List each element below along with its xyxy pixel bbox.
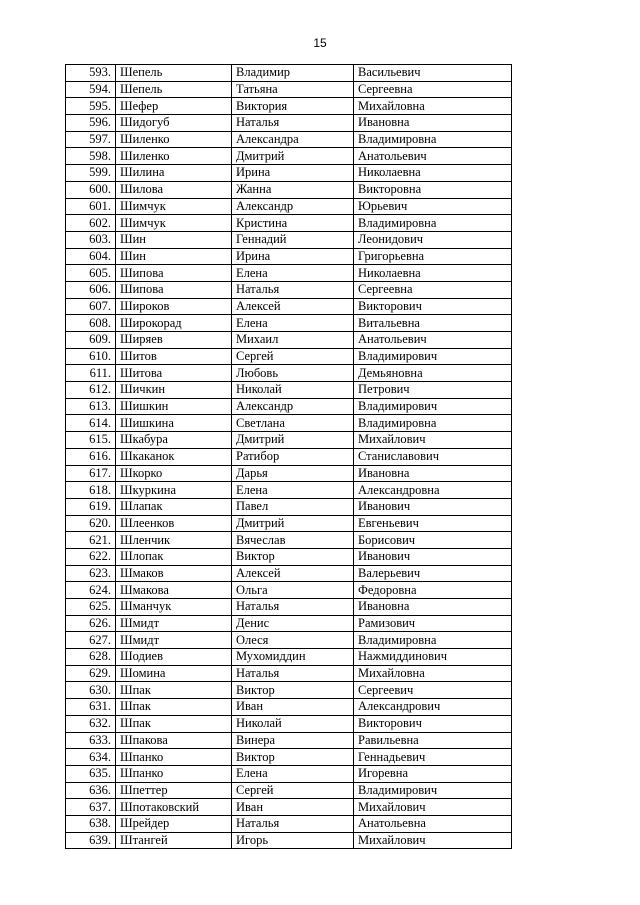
table-row <box>66 281 512 298</box>
patronymic-cell: Михайловна <box>354 665 512 682</box>
row-number-cell: 639. <box>66 832 116 849</box>
table-row <box>66 131 512 148</box>
patronymic-cell: Николаевна <box>354 165 512 182</box>
table-row <box>66 231 512 248</box>
first-name-cell: Александр <box>232 198 354 215</box>
patronymic-cell: Геннадьевич <box>354 749 512 766</box>
row-number-cell: 637. <box>66 799 116 816</box>
surname-cell: Шиленко <box>116 131 232 148</box>
row-number-cell: 603. <box>66 231 116 248</box>
surname-cell: Шкорко <box>116 465 232 482</box>
table-row <box>66 482 512 499</box>
surname-cell: Шилина <box>116 165 232 182</box>
row-number-cell: 605. <box>66 265 116 282</box>
surname-cell: Шишкина <box>116 415 232 432</box>
first-name-cell: Дмитрий <box>232 148 354 165</box>
row-number-cell: 602. <box>66 215 116 232</box>
row-number-cell: 622. <box>66 548 116 565</box>
row-number-cell: 597. <box>66 131 116 148</box>
row-number-cell: 619. <box>66 498 116 515</box>
row-number-cell: 607. <box>66 298 116 315</box>
first-name-cell: Николай <box>232 382 354 399</box>
patronymic-cell: Михайлович <box>354 432 512 449</box>
table-row <box>66 715 512 732</box>
row-number-cell: 635. <box>66 765 116 782</box>
patronymic-cell: Нажмиддинович <box>354 649 512 666</box>
table-row <box>66 398 512 415</box>
table-row <box>66 81 512 98</box>
surname-cell: Шипова <box>116 265 232 282</box>
surname-cell: Шмидт <box>116 615 232 632</box>
surname-cell: Шилова <box>116 181 232 198</box>
first-name-cell: Кристина <box>232 215 354 232</box>
table-row <box>66 265 512 282</box>
first-name-cell: Владимир <box>232 65 354 82</box>
surname-cell: Шмакова <box>116 582 232 599</box>
first-name-cell: Мухомиддин <box>232 649 354 666</box>
patronymic-cell: Владимировна <box>354 215 512 232</box>
patronymic-cell: Сергеевна <box>354 81 512 98</box>
row-number-cell: 621. <box>66 532 116 549</box>
patronymic-cell: Борисович <box>354 532 512 549</box>
patronymic-cell: Анатольевна <box>354 815 512 832</box>
patronymic-cell: Владимировна <box>354 131 512 148</box>
patronymic-cell: Петрович <box>354 382 512 399</box>
row-number-cell: 638. <box>66 815 116 832</box>
patronymic-cell: Юрьевич <box>354 198 512 215</box>
first-name-cell: Ратибор <box>232 448 354 465</box>
row-number-cell: 611. <box>66 365 116 382</box>
first-name-cell: Алексей <box>232 565 354 582</box>
table-row <box>66 215 512 232</box>
patronymic-cell: Валерьевич <box>354 565 512 582</box>
table-row <box>66 749 512 766</box>
first-name-cell: Дмитрий <box>232 432 354 449</box>
row-number-cell: 593. <box>66 65 116 82</box>
table-row <box>66 515 512 532</box>
surname-cell: Шпак <box>116 715 232 732</box>
table-row <box>66 615 512 632</box>
row-number-cell: 620. <box>66 515 116 532</box>
table-row <box>66 382 512 399</box>
row-number-cell: 623. <box>66 565 116 582</box>
surname-cell: Шимчук <box>116 198 232 215</box>
first-name-cell: Виктор <box>232 548 354 565</box>
row-number-cell: 601. <box>66 198 116 215</box>
row-number-cell: 616. <box>66 448 116 465</box>
first-name-cell: Иван <box>232 799 354 816</box>
table-row <box>66 315 512 332</box>
table-row <box>66 248 512 265</box>
patronymic-cell: Леонидович <box>354 231 512 248</box>
row-number-cell: 627. <box>66 632 116 649</box>
patronymic-cell: Иванович <box>354 548 512 565</box>
table-row <box>66 548 512 565</box>
surname-cell: Ширяев <box>116 332 232 349</box>
row-number-cell: 596. <box>66 115 116 132</box>
row-number-cell: 595. <box>66 98 116 115</box>
surname-cell: Шин <box>116 231 232 248</box>
first-name-cell: Наталья <box>232 665 354 682</box>
table-row <box>66 181 512 198</box>
first-name-cell: Павел <box>232 498 354 515</box>
table-row <box>66 115 512 132</box>
surname-cell: Шпанко <box>116 765 232 782</box>
row-number-cell: 633. <box>66 732 116 749</box>
table-row <box>66 665 512 682</box>
roster-body <box>66 65 512 849</box>
first-name-cell: Елена <box>232 265 354 282</box>
first-name-cell: Елена <box>232 315 354 332</box>
surname-cell: Шлопак <box>116 548 232 565</box>
first-name-cell: Татьяна <box>232 81 354 98</box>
patronymic-cell: Викторович <box>354 715 512 732</box>
surname-cell: Широков <box>116 298 232 315</box>
surname-cell: Шидогуб <box>116 115 232 132</box>
table-row <box>66 699 512 716</box>
row-number-cell: 630. <box>66 682 116 699</box>
table-row <box>66 632 512 649</box>
patronymic-cell: Игоревна <box>354 765 512 782</box>
patronymic-cell: Анатольевич <box>354 148 512 165</box>
surname-cell: Шкабура <box>116 432 232 449</box>
surname-cell: Шипова <box>116 281 232 298</box>
table-row <box>66 649 512 666</box>
first-name-cell: Геннадий <box>232 231 354 248</box>
patronymic-cell: Васильевич <box>354 65 512 82</box>
surname-cell: Шитов <box>116 348 232 365</box>
table-row <box>66 582 512 599</box>
patronymic-cell: Ивановна <box>354 465 512 482</box>
patronymic-cell: Викторович <box>354 298 512 315</box>
row-number-cell: 613. <box>66 398 116 415</box>
surname-cell: Шлеенков <box>116 515 232 532</box>
table-row <box>66 432 512 449</box>
patronymic-cell: Рамизович <box>354 615 512 632</box>
surname-cell: Шимчук <box>116 215 232 232</box>
patronymic-cell: Михайлович <box>354 832 512 849</box>
patronymic-cell: Николаевна <box>354 265 512 282</box>
first-name-cell: Олеся <box>232 632 354 649</box>
patronymic-cell: Ивановна <box>354 115 512 132</box>
surname-cell: Шпанко <box>116 749 232 766</box>
first-name-cell: Наталья <box>232 599 354 616</box>
table-row <box>66 65 512 82</box>
surname-cell: Шмаков <box>116 565 232 582</box>
table-row <box>66 98 512 115</box>
patronymic-cell: Ивановна <box>354 599 512 616</box>
row-number-cell: 629. <box>66 665 116 682</box>
patronymic-cell: Владимирович <box>354 782 512 799</box>
patronymic-cell: Равильевна <box>354 732 512 749</box>
patronymic-cell: Владимировна <box>354 415 512 432</box>
row-number-cell: 599. <box>66 165 116 182</box>
table-row <box>66 465 512 482</box>
surname-cell: Шичкин <box>116 382 232 399</box>
row-number-cell: 634. <box>66 749 116 766</box>
row-number-cell: 608. <box>66 315 116 332</box>
patronymic-cell: Евгеньевич <box>354 515 512 532</box>
patronymic-cell: Григорьевна <box>354 248 512 265</box>
row-number-cell: 594. <box>66 81 116 98</box>
surname-cell: Шитова <box>116 365 232 382</box>
patronymic-cell: Владимировна <box>354 632 512 649</box>
surname-cell: Шпак <box>116 682 232 699</box>
surname-cell: Шлапак <box>116 498 232 515</box>
table-row <box>66 599 512 616</box>
table-row <box>66 765 512 782</box>
table-row <box>66 532 512 549</box>
table-row <box>66 498 512 515</box>
patronymic-cell: Иванович <box>354 498 512 515</box>
surname-cell: Широкорад <box>116 315 232 332</box>
table-row <box>66 332 512 349</box>
patronymic-cell: Сергеевна <box>354 281 512 298</box>
first-name-cell: Наталья <box>232 115 354 132</box>
first-name-cell: Любовь <box>232 365 354 382</box>
first-name-cell: Виктория <box>232 98 354 115</box>
patronymic-cell: Викторовна <box>354 181 512 198</box>
table-row <box>66 148 512 165</box>
row-number-cell: 618. <box>66 482 116 499</box>
surname-cell: Шепель <box>116 65 232 82</box>
table-row <box>66 448 512 465</box>
surname-cell: Шишкин <box>116 398 232 415</box>
first-name-cell: Дарья <box>232 465 354 482</box>
row-number-cell: 624. <box>66 582 116 599</box>
table-row <box>66 298 512 315</box>
table-row <box>66 198 512 215</box>
page-number: 15 <box>313 36 327 50</box>
row-number-cell: 631. <box>66 699 116 716</box>
surname-cell: Шефер <box>116 98 232 115</box>
surname-cell: Шпеттер <box>116 782 232 799</box>
first-name-cell: Наталья <box>232 815 354 832</box>
first-name-cell: Елена <box>232 482 354 499</box>
surname-cell: Шкуркина <box>116 482 232 499</box>
patronymic-cell: Владимирович <box>354 398 512 415</box>
first-name-cell: Ирина <box>232 248 354 265</box>
surname-cell: Шодиев <box>116 649 232 666</box>
first-name-cell: Александр <box>232 398 354 415</box>
surname-cell: Шмидт <box>116 632 232 649</box>
patronymic-cell: Сергеевич <box>354 682 512 699</box>
row-number-cell: 612. <box>66 382 116 399</box>
first-name-cell: Николай <box>232 715 354 732</box>
surname-cell: Шин <box>116 248 232 265</box>
surname-cell: Шиленко <box>116 148 232 165</box>
surname-cell: Шепель <box>116 81 232 98</box>
first-name-cell: Михаил <box>232 332 354 349</box>
patronymic-cell: Демьяновна <box>354 365 512 382</box>
first-name-cell: Алексей <box>232 298 354 315</box>
table-row <box>66 682 512 699</box>
patronymic-cell: Станиславович <box>354 448 512 465</box>
first-name-cell: Сергей <box>232 782 354 799</box>
row-number-cell: 598. <box>66 148 116 165</box>
patronymic-cell: Михайловна <box>354 98 512 115</box>
row-number-cell: 632. <box>66 715 116 732</box>
table-row <box>66 832 512 849</box>
row-number-cell: 610. <box>66 348 116 365</box>
table-row <box>66 165 512 182</box>
surname-cell: Шпотаковский <box>116 799 232 816</box>
table-row <box>66 565 512 582</box>
table-row <box>66 799 512 816</box>
row-number-cell: 606. <box>66 281 116 298</box>
first-name-cell: Денис <box>232 615 354 632</box>
first-name-cell: Винера <box>232 732 354 749</box>
row-number-cell: 614. <box>66 415 116 432</box>
table-row <box>66 732 512 749</box>
patronymic-cell: Анатольевич <box>354 332 512 349</box>
table-row <box>66 815 512 832</box>
row-number-cell: 626. <box>66 615 116 632</box>
surname-cell: Шпакова <box>116 732 232 749</box>
table-row <box>66 782 512 799</box>
patronymic-cell: Федоровна <box>354 582 512 599</box>
first-name-cell: Игорь <box>232 832 354 849</box>
row-number-cell: 600. <box>66 181 116 198</box>
patronymic-cell: Михайлович <box>354 799 512 816</box>
row-number-cell: 604. <box>66 248 116 265</box>
first-name-cell: Наталья <box>232 281 354 298</box>
first-name-cell: Елена <box>232 765 354 782</box>
first-name-cell: Дмитрий <box>232 515 354 532</box>
first-name-cell: Сергей <box>232 348 354 365</box>
roster-table <box>65 64 512 849</box>
surname-cell: Шпак <box>116 699 232 716</box>
patronymic-cell: Александрович <box>354 699 512 716</box>
row-number-cell: 628. <box>66 649 116 666</box>
first-name-cell: Ирина <box>232 165 354 182</box>
patronymic-cell: Владимирович <box>354 348 512 365</box>
row-number-cell: 615. <box>66 432 116 449</box>
first-name-cell: Вячеслав <box>232 532 354 549</box>
first-name-cell: Светлана <box>232 415 354 432</box>
patronymic-cell: Витальевна <box>354 315 512 332</box>
first-name-cell: Александра <box>232 131 354 148</box>
first-name-cell: Виктор <box>232 682 354 699</box>
surname-cell: Шманчук <box>116 599 232 616</box>
surname-cell: Шкаканок <box>116 448 232 465</box>
row-number-cell: 617. <box>66 465 116 482</box>
table-row <box>66 348 512 365</box>
surname-cell: Шомина <box>116 665 232 682</box>
first-name-cell: Виктор <box>232 749 354 766</box>
row-number-cell: 625. <box>66 599 116 616</box>
first-name-cell: Ольга <box>232 582 354 599</box>
surname-cell: Шрейдер <box>116 815 232 832</box>
table-row <box>66 415 512 432</box>
patronymic-cell: Александровна <box>354 482 512 499</box>
row-number-cell: 609. <box>66 332 116 349</box>
row-number-cell: 636. <box>66 782 116 799</box>
table-row <box>66 365 512 382</box>
first-name-cell: Жанна <box>232 181 354 198</box>
surname-cell: Штангей <box>116 832 232 849</box>
first-name-cell: Иван <box>232 699 354 716</box>
surname-cell: Шленчик <box>116 532 232 549</box>
